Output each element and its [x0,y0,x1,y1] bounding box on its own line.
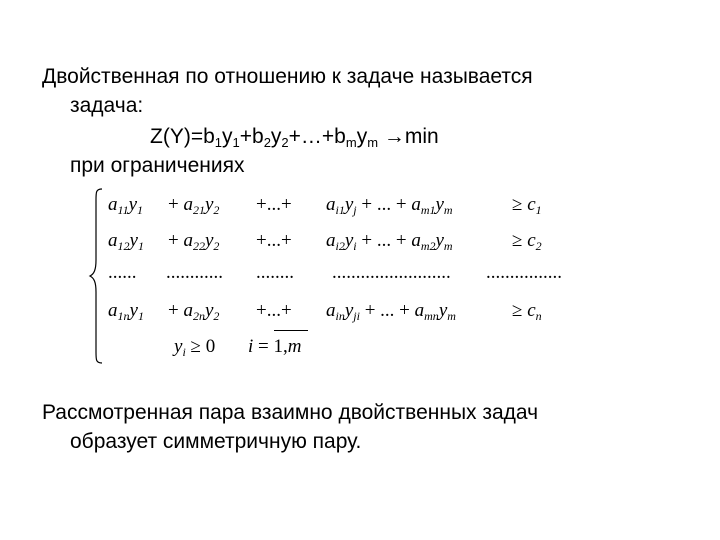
row3-dots-2: ............ [166,262,223,283]
row2-term2: + $a_{22}y_2$ [168,230,220,253]
row2-rhs: ≥ $c_2$ [512,230,542,253]
nonnegativity-condition: $y_i \ge 0$ [174,336,216,359]
row1-term2: + $a_{21}y_2$ [168,194,220,217]
constraint-system [88,188,608,364]
row3-dots-1: ...... [108,262,137,283]
sub-bm: m [345,135,357,150]
row4-ellipsis: +...+ [256,300,292,321]
row4-term-i: $a_{in}y_{ji}$ + ... + $a_{mn}y_m$ [326,300,456,323]
var-y2: y [270,125,282,148]
intro-line-1: Двойственная по отношению к задаче называется [42,65,533,88]
sub-y2: 2 [281,135,289,150]
row3-dots-3: ........ [256,262,294,283]
sub-ym: m [367,135,379,150]
row1-term-i: $a_{i1}y_j$ + ... + $a_{m1}y_m$ [326,194,453,217]
objective-suffix: →min [378,125,439,148]
outro-paragraph [42,398,682,456]
row2-term-i: $a_{i2}y_i$ + ... + $a_{m2}y_m$ [326,230,453,253]
row1-ellipsis: +...+ [256,194,292,215]
row4-term2: + $a_{2n}y_2$ [168,300,220,323]
var-ym: y [356,125,368,148]
objective-plus-b2: +b [239,125,264,148]
row1-rhs: ≥ $c_1$ [512,194,542,217]
objective-prefix: Z(Y)=b [150,125,215,148]
left-brace [88,188,104,364]
outro-line-2: образует симметричную пару. [70,430,362,453]
var-y1: y [222,125,233,148]
row4-term1: $a_{1n}y_1$ [108,300,144,323]
objective-mid: +…+b [288,125,346,148]
sub-b1: 1 [214,135,222,150]
sub-y1: 1 [232,135,240,150]
range-overbar [274,330,308,331]
index-range: i = 1,m [248,336,302,357]
row3-dots-5: ................ [486,262,562,283]
objective-function [150,122,439,151]
intro-paragraph [42,62,682,120]
constraints-label: при ограничениях [70,154,245,177]
row1-term1: $a_{11}y_1$ [108,194,144,217]
outro-line-1: Рассмотренная пара взаимно двойственных задач [42,401,539,424]
row4-rhs: ≥ $c_n$ [512,300,542,323]
row2-ellipsis: +...+ [256,230,292,251]
row3-dots-4: ......................... [332,262,451,283]
row2-term1: $a_{12}y_1$ [108,230,144,253]
intro-line-2: задача: [70,94,144,117]
sub-b2: 2 [263,135,271,150]
